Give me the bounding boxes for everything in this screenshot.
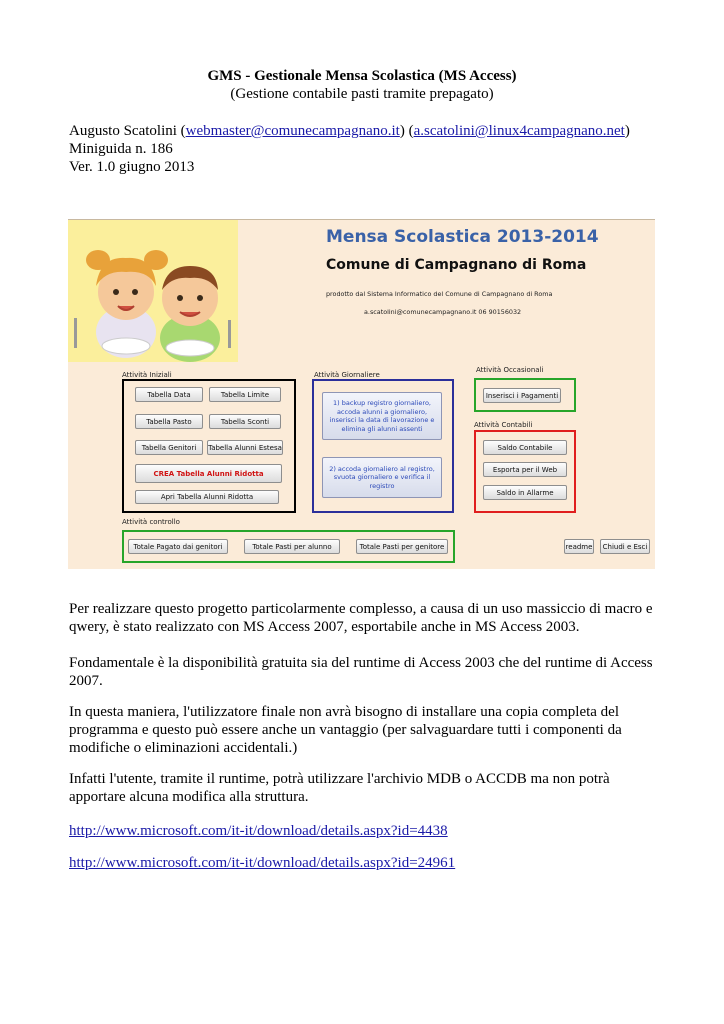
author-close: ) bbox=[624, 123, 630, 139]
paragraph-1: Per realizzare questo progetto particolarmente complesso, a causa di un uso massiccio di macro e qwery, è stato realizzato con MS Access 2007, esportabile anche in MS Access 2003. bbox=[69, 601, 653, 635]
form-subtitle: Comune di Campagnano di Roma bbox=[326, 257, 587, 273]
paragraph-2: Fondamentale è la disponibilità gratuita sia del runtime di Access 2003 che del runtime di Access 2007. bbox=[69, 655, 653, 689]
esporta-web-button[interactable]: Esporta per il Web bbox=[483, 462, 567, 477]
tabella-data-button[interactable]: Tabella Data bbox=[135, 387, 203, 402]
tabella-pasto-button[interactable]: Tabella Pasto bbox=[135, 414, 203, 429]
section-label-occasionali: Attività Occasionali bbox=[476, 366, 544, 374]
children-illustration bbox=[68, 220, 238, 362]
section-label-iniziali: Attività Iniziali bbox=[122, 371, 172, 379]
access-form-screenshot bbox=[68, 219, 655, 569]
download-link-1[interactable]: http://www.microsoft.com/it-it/download/details.aspx?id=4438 bbox=[69, 823, 448, 839]
apri-tabella-alunni-ridotta-button[interactable]: Apri Tabella Alunni Ridotta bbox=[135, 490, 279, 504]
section-label-giornaliere: Attività Giornaliere bbox=[314, 371, 380, 379]
totale-pagato-genitori-button[interactable]: Totale Pagato dai genitori bbox=[128, 539, 228, 554]
totale-pasti-alunno-button[interactable]: Totale Pasti per alunno bbox=[244, 539, 340, 554]
giornaliera-step1-button[interactable]: 1) backup registro giornaliero, accoda alunni a giornaliero, inserisci la data di lavorazione e elimina gli alunni assenti bbox=[322, 392, 442, 440]
inserisci-pagamenti-button[interactable]: Inserisci i Pagamenti bbox=[483, 388, 561, 403]
contact-text: a.scatolini@comunecampagnano.it 06 90156032 bbox=[364, 308, 522, 316]
email-link-1[interactable]: webmaster@comunecampagnano.it bbox=[185, 123, 400, 139]
saldo-allarme-button[interactable]: Saldo in Allarme bbox=[483, 485, 567, 500]
saldo-contabile-button[interactable]: Saldo Contabile bbox=[483, 440, 567, 455]
document-title: GMS - Gestionale Mensa Scolastica (MS Access) bbox=[207, 68, 517, 84]
miniguida-number: Miniguida n. 186 bbox=[69, 141, 173, 157]
author-line bbox=[69, 122, 630, 140]
section-label-contabili: Attività Contabili bbox=[474, 421, 533, 429]
tabella-limite-button[interactable]: Tabella Limite bbox=[209, 387, 281, 402]
document-subtitle: (Gestione contabile pasti tramite prepagato) bbox=[230, 86, 494, 102]
form-title: Mensa Scolastica 2013-2014 bbox=[326, 227, 599, 247]
crea-tabella-alunni-ridotta-button[interactable]: CREA Tabella Alunni Ridotta bbox=[135, 464, 282, 483]
section-label-controllo: Attività controllo bbox=[122, 518, 180, 526]
giornaliera-step2-button[interactable]: 2) accoda giornaliero al registro, svuota giornaliero e verifica il registro bbox=[322, 457, 442, 498]
readme-button[interactable]: readme bbox=[564, 539, 594, 554]
author-separator: ) ( bbox=[399, 123, 414, 139]
email-link-2[interactable]: a.scatolini@linux4campagnano.net bbox=[413, 123, 625, 139]
tabella-genitori-button[interactable]: Tabella Genitori bbox=[135, 440, 203, 455]
produced-by-text: prodotto dal Sistema Informatico del Comune di Campagnano di Roma bbox=[326, 290, 553, 298]
tabella-sconti-button[interactable]: Tabella Sconti bbox=[209, 414, 281, 429]
paragraph-3: In questa maniera, l'utilizzatore finale non avrà bisogno di installare una copia completa del programma e questo può essere anche un vantaggio (per salvaguardare tutti i componenti da modifiche o eliminazioni accidentali.) bbox=[69, 704, 622, 756]
author-name: Augusto Scatolini ( bbox=[69, 123, 186, 139]
download-link-2[interactable]: http://www.microsoft.com/it-it/download/details.aspx?id=24961 bbox=[69, 855, 456, 871]
version-line: Ver. 1.0 giugno 2013 bbox=[69, 159, 195, 175]
tabella-alunni-estesa-button[interactable]: Tabella Alunni Estesa bbox=[207, 440, 283, 455]
totale-pasti-genitore-button[interactable]: Totale Pasti per genitore bbox=[356, 539, 448, 554]
chiudi-esci-button[interactable]: Chiudi e Esci bbox=[600, 539, 650, 554]
paragraph-4: Infatti l'utente, tramite il runtime, potrà utilizzare l'archivio MDB o ACCDB ma non potrà apportare alcuna modifica alla struttura. bbox=[69, 771, 610, 805]
children-eating-image bbox=[68, 220, 238, 362]
